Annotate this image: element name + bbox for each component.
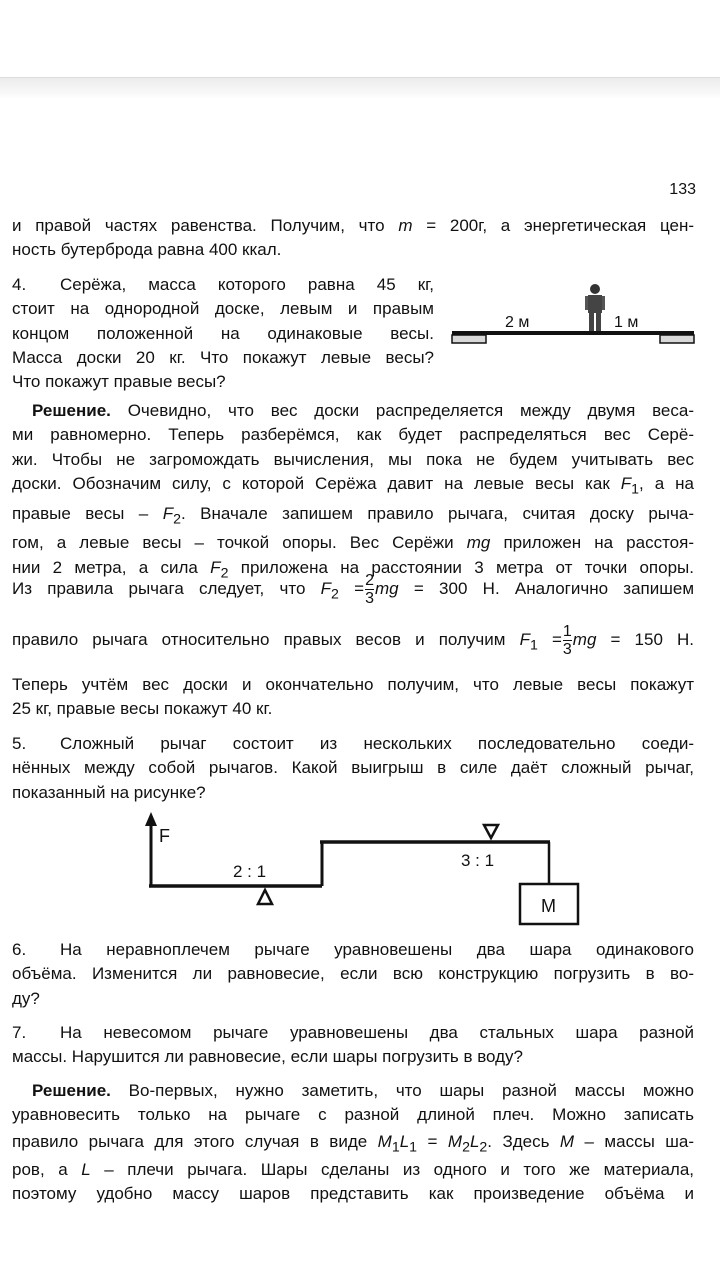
lever-rule-formula-1: Из правила рычага следует, что $F_2$ = $\frac{2}{3}$ mg = 300 Н. Аналогично запишем <box>12 572 695 607</box>
top-bar-shadow <box>0 78 720 100</box>
ratio-upper-label: 3 : 1 <box>461 851 495 870</box>
compound-lever-figure <box>140 808 590 933</box>
ratio-lower-label: 2 : 1 <box>233 862 267 881</box>
person-icon <box>585 284 605 331</box>
page-number: 133 <box>669 181 696 198</box>
force-arrow-head <box>145 812 157 826</box>
problem-4-number: 4. <box>12 275 27 294</box>
right-scale <box>660 335 694 343</box>
intro-line-1: и правой частях равенства. Получим, что m = 200г, а энергетическая цен- <box>12 216 695 235</box>
problem-4: 4. Серёжа, масса которого равна 45 кг, стоит на однородной доске, левым и правым концом положенной на одинаковые весы. Масса доски 20 кг. Что покажут левые весы? Что покажут правые весы? <box>12 275 434 392</box>
lower-fulcrum <box>258 890 272 904</box>
lever-rule-formula-2: правило рычага относительно правых весов и получим $F_1$ = $\frac{1}{3}$ mg = 150 Н. <box>12 623 695 658</box>
intro-paragraph <box>12 214 694 263</box>
intro-line-2: ность бутерброда равна 400 ккал. <box>12 240 282 260</box>
solution-7-end: ров, а L – плечи рычага. Шары сделаны из одного и того же материала, поэтому удобно массу шаров представить как произведение объёма и <box>12 1160 694 1204</box>
problem-6: 6. На неравноплечем рычаге уравновешены два шара одинакового объёма. Изменится ли равновесие, если всю конструкцию погрузить в во- ду? <box>12 940 694 1008</box>
left-scale <box>452 335 486 343</box>
formula-m1l1-m2l2: $M_1L_1 = M_2L_2$ <box>377 1132 488 1156</box>
mass-label: M <box>541 896 556 916</box>
problem-7: 7. На невесомом рычаге уравновешены два стальных шара разной массы. Нарушится ли равновесие, если шары погрузить в воду? <box>12 1023 694 1067</box>
formula-f2: $F_2$ = $\frac{2}{3}$ mg = 300 Н <box>320 572 495 607</box>
board <box>452 331 694 335</box>
upper-pivot <box>484 825 498 838</box>
fraction-one-third: $\frac{1}{3}$ <box>562 623 572 658</box>
problem-7-number: 7. <box>12 1023 27 1042</box>
right-distance-label: 1 м <box>614 314 639 331</box>
solution-7: Решение. Во-первых, нужно заметить, что шары разной массы можно уравновесить только на рычаге с разной длиной плеч. Можно записать <box>12 1081 694 1125</box>
solution-label: Решение. <box>32 1081 111 1100</box>
solution-4-conclusion: Теперь учтём вес доски и окончательно получим, что левые весы покажут 25 кг, правые весы покажут 40 кг. <box>12 675 694 719</box>
left-distance-label: 2 м <box>505 314 530 331</box>
formula-f1: $F_1$ = $\frac{1}{3}$ mg = 150 Н. <box>519 623 695 658</box>
solution-4: Решение. Очевидно, что вес доски распределяется между двумя веса- ми равномерно. Теперь разберёмся, как будет распределяться вес Серё- жи. Чтобы не загромождать вычисления, мы пока не будем учитывать вес доски. Обозначим силу, с которой Серёжа давит на левые весы как $F_1$, а на правые весы – $F_2$. Вначале запишем правило рычага, считая доску рыча- гом, а левые весы – точкой опоры. Вес Серёжи mg приложен на расстоя- нии 2 метра, а сила $F_2$ приложена на расстоянии 3 метра от точки опоры. <box>12 401 694 581</box>
top-bar <box>0 0 720 78</box>
force-label: F <box>159 826 170 846</box>
solution-7-formula: правило рычага для этого случая в виде $M_1L_1 = M_2L_2$. Здесь M – массы ша- <box>12 1132 694 1156</box>
solution-label: Решение. <box>32 401 111 420</box>
problem-5: 5. Сложный рычаг состоит из нескольких последовательно соеди- нённых между собой рычагов. Какой выигрыш в силе даёт сложный рычаг, показанный на рисунке? <box>12 734 694 802</box>
problem-5-number: 5. <box>12 734 27 753</box>
problem-6-number: 6. <box>12 940 27 959</box>
fraction-two-thirds: $\frac{2}{3}$ <box>365 572 375 607</box>
board-on-scales-figure <box>448 280 700 350</box>
